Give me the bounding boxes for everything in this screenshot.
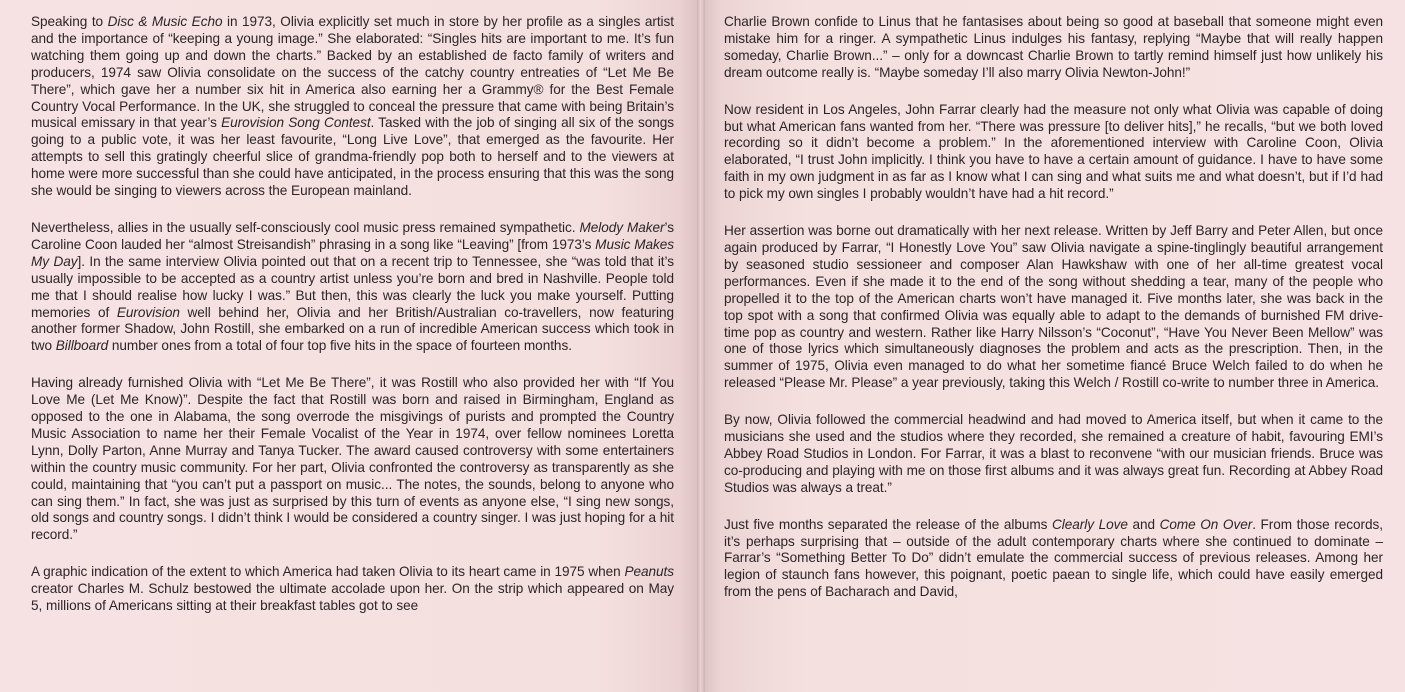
paragraph: Speaking to Disc & Music Echo in 1973, Olivia explicitly set much in store by her profile as a singles artist and the importance of “keeping a young image.” She elaborated: “Singles hits are important to me. It’s fun watching them going up and down the charts.” Backed by an established de facto family of writers and producers, 1974 saw Olivia consolidate on the success of the catchy country entreaties of “Let Me Be There”, which gave her a number six hit in America also earning her a Grammy® for the Best Female Country Vocal Performance. In the UK, she struggled to conceal the pressure that came with being Britain’s musical emissary in that year’s Eurovision Song Contest. Tasked with the job of singing all six of the songs going to a public vote, it was her least favourite, “Long Live Love”, that emerged as the favourite. Her attempts to sell this gratingly cheerful slice of grandma-friendly pop both to herself and to the viewers at home were more successful than she could have anticipated, in the process ensuring that this was the song she would be singing to viewers across the European mainland. — [31, 14, 674, 199]
paragraph: A graphic indication of the extent to which America had taken Olivia to its heart came in 1975 when Peanuts creator Charles M. Schulz bestowed the ultimate accolade upon her. On the strip which appeared on May 5, millions of Americans sitting at their breakfast tables got to see — [31, 564, 674, 614]
italic-title: Clearly Love — [1052, 516, 1128, 532]
paragraph: Nevertheless, allies in the usually self-consciously cool music press remained sympathetic. Melody Maker’s Caroline Coon lauded her “almost Streisandish” phrasing in a song like “Leaving” [from 1973’s Music Makes My Day]. In the same interview Olivia pointed out that on a recent trip to Tennessee, she “was told that it’s usually impossible to be accepted as a country artist unless you’re born and bred in Nashville. People told me that I should realise how lucky I was.” But then, this was clearly the luck you make yourself. Putting memories of Eurovision well behind her, Olivia and her British/Australian co-travellers, now featuring another former Shadow, John Rostill, she embarked on a run of incredible American success which took in two Billboard number ones from a total of four top five hits in the space of fourteen months. — [31, 219, 674, 354]
italic-title: Billboard — [55, 338, 109, 354]
left-page — [0, 0, 700, 692]
italic-title: Eurovision Song Contest — [221, 115, 371, 131]
paragraph: Having already furnished Olivia with “Let Me Be There”, it was Rostill who also provided her with “If You Love Me (Let Me Know)”. Despite the fact that Rostill was born and raised in Birmingham, England as opposed to the one in Alabama, the song overrode the misgivings of purists and prompted the Country Music Association to name her their Female Vocalist of the Year in 1974, over fellow nominees Loretta Lynn, Dolly Parton, Anne Murray and Tanya Tucker. The award caused controversy with some entertainers within the country music community. For her part, Olivia confronted the controversy as transparently as she could, maintaining that “you can’t put a passport on music... The notes, the sounds, belong to anyone who can sing them.” In fact, she was just as surprised by this turn of events as anyone else, “I sing new songs, old songs and country songs. I didn’t think I would be considered a country singer. I was just hoping for a hit record.” — [31, 375, 674, 543]
italic-title: Peanuts — [624, 564, 674, 580]
italic-title: Music Makes My Day — [31, 236, 674, 269]
paragraph: Charlie Brown confide to Linus that he fantasises about being so good at baseball that someone might even mistake him for a ringer. A sympathetic Linus indulges his fantasy, replying “Maybe that will really happen someday, Charlie Brown...” – only for a downcast Charlie Brown to tartly remind himself just how unlikely his dream outcome really is. “Maybe someday I’ll also marry Olivia Newton-John!” — [724, 14, 1383, 80]
italic-title: Come On Over — [1159, 516, 1253, 532]
italic-title: Melody Maker — [579, 219, 665, 235]
book-gutter — [697, 0, 705, 692]
right-page — [700, 0, 1405, 692]
italic-title: Disc & Music Echo — [107, 14, 223, 29]
paragraph: Just five months separated the release of the albums Clearly Love and Come On Over. From those records, it’s perhaps surprising that – outside of the adult contemporary charts where she continued to dominate – Farrar’s “Something Better To Do” didn’t emulate the commercial success of previous releases. Among her legion of staunch fans however, this poignant, poetic paean to single life, which could have easily emerged from the pens of Bacharach and David, — [724, 516, 1383, 600]
paragraph: Her assertion was borne out dramatically with her next release. Written by Jeff Barry and Peter Allen, but once again produced by Farrar, “I Honestly Love You” saw Olivia navigate a spine-tinglingly beautiful arrangement by seasoned studio sessioneer and composer Alan Hawkshaw with one of her all-time greatest vocal performances. Even if she made it to the end of the song without shedding a tear, many of the people who propelled it to the top of the American charts won’t have managed it. Five months later, she was back in the top spot with a song that confirmed Olivia was equally able to adapt to the demands of burnished FM drive-time pop as country and western. Rather like Harry Nilsson’s “Coconut”, “Have You Never Been Mellow” was one of those lyrics which simultaneously diagnoses the problem and acts as the prescription. Then, in the summer of 1975, Olivia even managed to do what her sometime fiancé Bruce Welch failed to do when he released “Please Mr. Please” a year previously, taking this Welch / Rostill co-write to number three in America. — [724, 223, 1383, 391]
paragraph: Now resident in Los Angeles, John Farrar clearly had the measure not only what Olivia was capable of doing but what American fans wanted from her. “There was pressure [to deliver hits],” he recalls, “but we both loved recording so it didn’t become a problem.” In the aforementioned interview with Caroline Coon, Olivia elaborated, “I trust John implicitly. I think you have to have a certain amount of guidance. I have to have some faith in my own judgment in as far as I know what I can sing and what suits me and what doesn’t, but if I’d had to pick my own singles I probably wouldn’t have had a hit record.” — [724, 101, 1383, 202]
italic-title: Eurovision — [116, 304, 180, 320]
paragraph: By now, Olivia followed the commercial headwind and had moved to America itself, but when it came to the musicians she used and the studios where they recorded, she remained a creature of habit, favouring EMI’s Abbey Road Studios in London. For Farrar, it was a blast to reconvene “with our musician friends. Bruce was co-producing and playing with me on those first albums and it was always great fun. Recording at Abbey Road Studios was always a treat.” — [724, 412, 1383, 495]
